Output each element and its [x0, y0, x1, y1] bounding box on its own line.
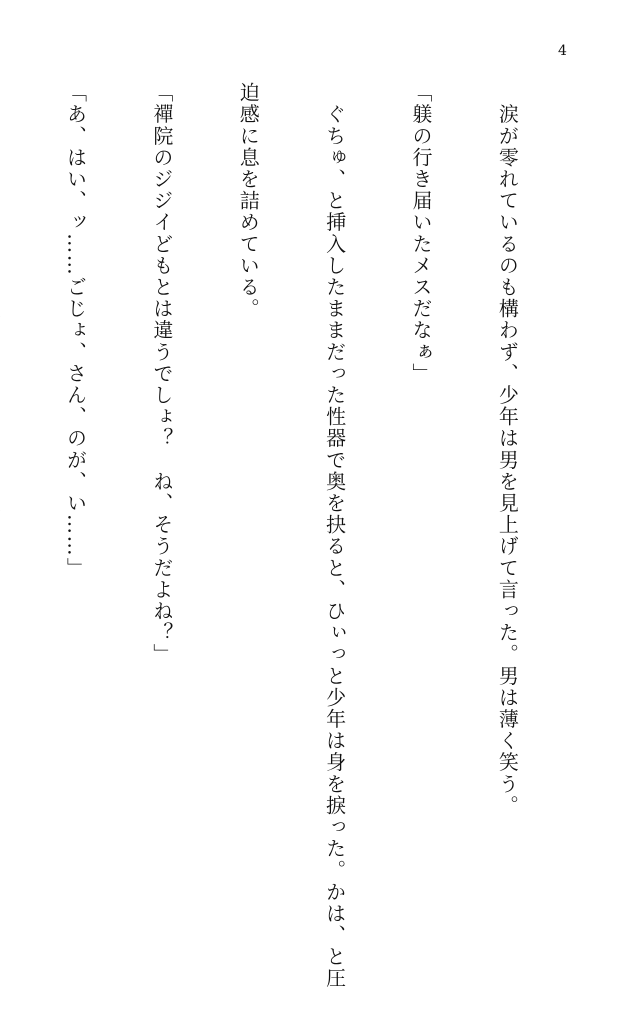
text-line: [0, 82, 3, 842]
text-line: 迫感に息を詰めている。: [236, 82, 261, 320]
text-line: 涙が零れているのも構わず、少年は男を見上げて言った。男は薄く笑う。: [495, 82, 520, 817]
page-number: 4: [558, 43, 567, 59]
text-line: 「禪院のジジイどもとは違うでしょ？ ね、そうだよね？」: [149, 82, 174, 666]
text-line: ぐちゅ、と挿入したままだった性器で奥を抉ると、ひぃっと少年は身を捩った。かは、と圧: [322, 82, 347, 990]
vertical-text-body: [59, 82, 579, 990]
text-line: 「躾の行き届いたメスだなぁ」: [409, 82, 434, 385]
text-line: 「あ、はい、ッ……ごじょ、さん、のが、い……」: [63, 82, 88, 579]
